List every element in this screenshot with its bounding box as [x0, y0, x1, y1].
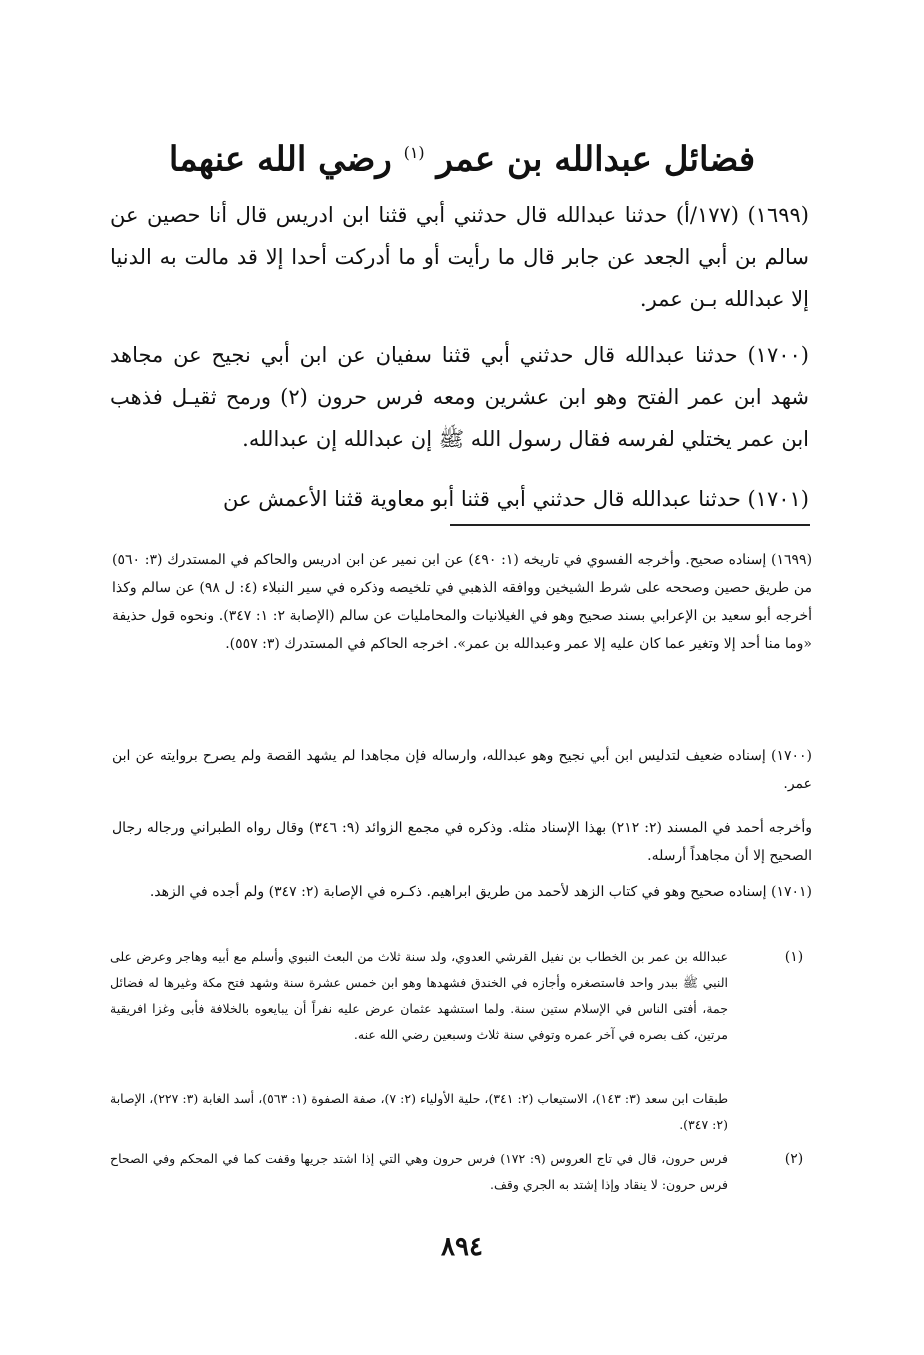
- footnote-number: (٢): [784, 1151, 804, 1167]
- hadith-1701: [110, 478, 809, 520]
- hadith-1699: [110, 194, 809, 320]
- note-1700-continued: [112, 814, 812, 870]
- footnote-1-sources: [110, 1086, 728, 1138]
- note-1699: [112, 546, 812, 658]
- title-text: فضائل عبدالله بن عمر: [436, 139, 756, 180]
- hadith-text: (١٦٩٩) (١٧٧/أ) حدثنا عبدالله قال حدثني أبي قثنا ابن ادريس قال أنا حصين عن سالم بن أبي الجعد عن جابر قال ما رأيت أو ما أدركت أحدا إلا قد مالت به الدنيا إلا عبدالله بـن عمر.: [110, 203, 809, 311]
- hadith-1700: [110, 334, 809, 460]
- note-1701: [112, 878, 812, 906]
- title-text-end: رضي الله عنهما: [168, 139, 392, 180]
- footnote-divider: [450, 524, 810, 526]
- hadith-text: (١٧٠١) حدثنا عبدالله قال حدثني أبي قثنا أبو معاوية قثنا الأعمش عن: [223, 487, 809, 511]
- note-text: (١٧٠٠) إسناده ضعيف لتدليس ابن أبي نجيح وهو عبدالله، وارساله فإن مجاهدا لم يشهد القصة ولم يصرح بروايته عن ابن عمر.: [112, 748, 812, 792]
- footnote-number: (١): [784, 949, 804, 965]
- note-text: وأخرجه أحمد في المسند (٢: ٢١٢) بهذا الإسناد مثله. وذكره في مجمع الزوائد (٩: ٣٤٦) وقال رواه الطبراني ورجاله رجال الصحيح إلا أن مجاهداً أرسله.: [112, 820, 812, 864]
- title-footnote-ref: (١): [403, 143, 425, 162]
- hadith-text: (١٧٠٠) حدثنا عبدالله قال حدثني أبي قثنا سفيان عن ابن أبي نجيح عن مجاهد شهد ابن عمر الفتح وهو ابن عشرين ومعه فرس حرون (٢) ورمح ثقيـل فذهب ابن عمر يختلي لفرسه فقال رسول الله ﷺ إن عبدالله إن عبدالله.: [110, 343, 809, 451]
- note-text: (١٦٩٩) إسناده صحيح. وأخرجه الفسوي في تاريخه (١: ٤٩٠) عن ابن نمير عن ابن ادريس والحاكم في المستدرك (٣: ٥٦٠) من طريق حصين وصححه على شرط الشيخين ووافقه الذهبي في تلخيصه وذكره في سير النبلاء (٤: ل ٩٨) عن سالم وكذا أخرجه أبو سعيد بن الإعرابي بسند صحيح وهو في الغيلانيات والمحامليات عن سالم (الإصابة ٢: ١: ٣٤٧). ونحوه قول حذيفة «وما منا أحد إلا وتغير عما كان عليه إلا عمر وعبدالله بن عمر». اخرجه الحاكم في المستدرك (٣: ٥٥٧).: [112, 552, 813, 652]
- note-1700: [112, 742, 812, 798]
- footnote-2: [110, 1146, 814, 1198]
- note-text: (١٧٠١) إسناده صحيح وهو في كتاب الزهد لأحمد من طريق ابراهيم. ذكـره في الإصابة (٢: ٣٤٧) ولم أجده في الزهد.: [149, 884, 812, 900]
- chapter-title: [120, 128, 804, 184]
- footnote-text: فرس حرون، قال في تاج العروس (٩: ١٧٢) فرس حرون وهي التي إذا اشتد جريها وقفت كما في المحكم وفي الصحاح فرس حرون: لا ينقاد وإذا إشتد به الجري وقف.: [110, 1151, 728, 1192]
- footnote-1: [110, 944, 814, 1048]
- footnote-text: عبدالله بن عمر بن الخطاب بن نفيل القرشي العدوي، ولد سنة ثلاث من البعث النبوي وأسلم مع أبيه وهاجر وعرض على النبي ﷺ ببدر واحد فاستصغره وأجازه في الخندق فشهدها وهو ابن خمس عشرة سنة وشهد فتح مكة وغيرها له فضائل جمة، أفتى الناس في الإسلام ستين سنة. ولما استشهد عثمان عرض عليه نفراً أن يبايعوه بالخلافة فأبى وغزا افريقية مرتين، كف بصره في آخر عمره وتوفي سنة ثلاث وسبعين رضي الله عنه.: [110, 949, 728, 1042]
- page-number: ٨٩٤: [441, 1232, 483, 1262]
- footnote-sources: طبقات ابن سعد (٣: ١٤٣)، الاستيعاب (٢: ٣٤١)، حلية الأولياء (٢: ٧)، صفة الصفوة (١: ٥٦٣)، أسد الغابة (٣: ٢٢٧)، الإصابة (٢: ٣٤٧).: [110, 1091, 729, 1132]
